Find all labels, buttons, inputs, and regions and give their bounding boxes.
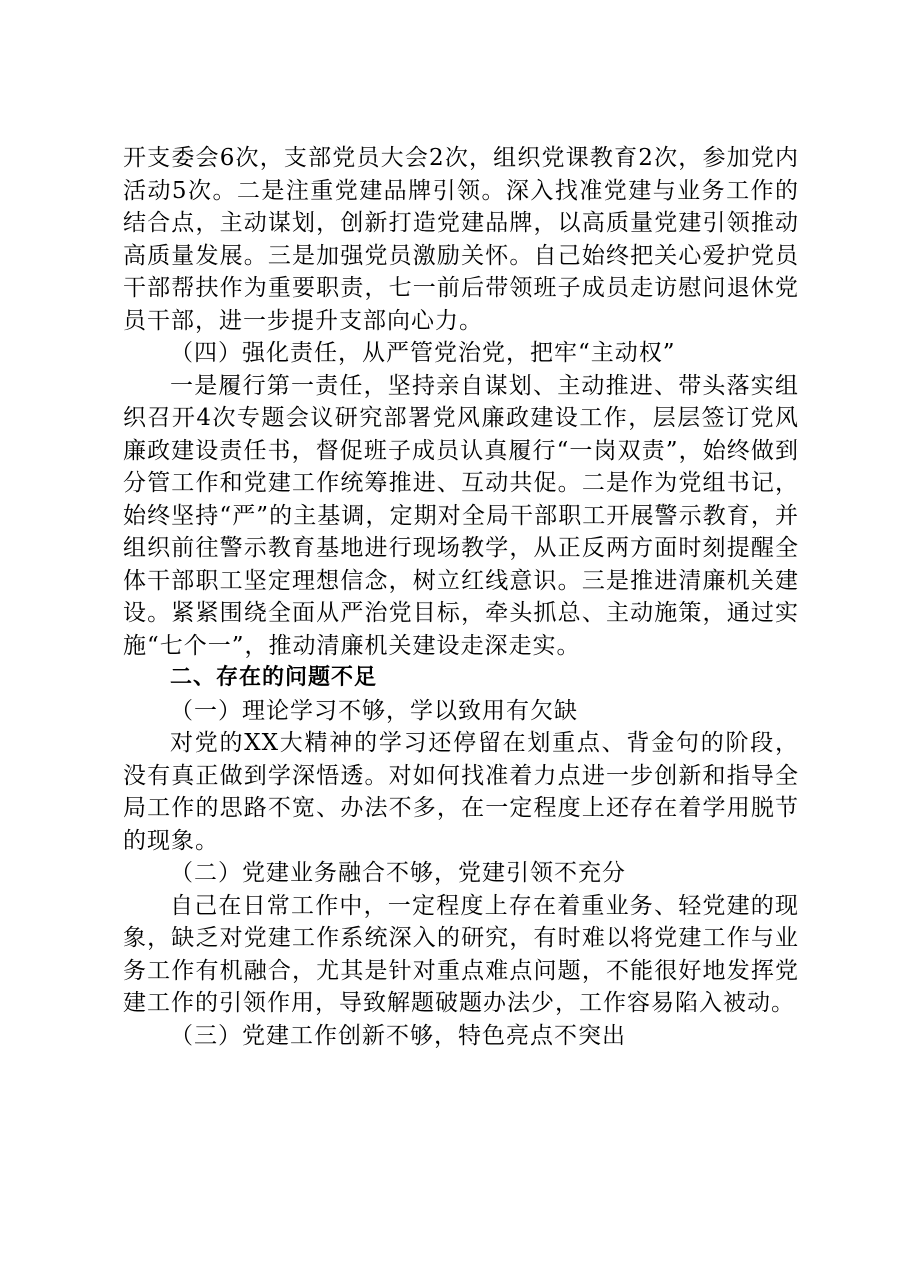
continued-paragraph: 开支委会6次，支部党员大会2次，组织党课教育2次，参加党内活动5次。二是注重党建品牌引领。深入找准党建与业务工作的结合点，主动谋划，创新打造党建品牌，以高质量党建引领推动高质量发展。三是加强党员激励关怀。自己始终把关心爱护党员干部帮扶作为重要职责，七一前后带领班子成员走访慰问退休党员干部，进一步提升支部向心力。: [123, 145, 799, 334]
problem-heading-2: （二）党建业务融合不够，党建引领不充分: [170, 860, 626, 886]
problem-heading-3: （三）党建工作创新不够，特色亮点不突出: [170, 1022, 626, 1049]
subsection-body-4: 一是履行第一责任，坚持亲自谋划、主动推进、带头落实组织召开4次专题会议研究部署党风廉政建设工作，层层签订党风廉政建设责任书，督促班子成员认真履行“一岗双责”，始终做到分管工作和党建工作统筹推进、互动共促。二是作为党组书记，始终坚持“严”的主基调，定期对全局干部职工开展警示教育，并组织前往警示教育基地进行现场教学，从正反两方面时刻提醒全体干部职工坚定理想信念，树立红线意识。三是推进清廉机关建设。紧紧围绕全面从严治党目标，牵头抓总、主动施策，通过实施“七个一”，推动清廉机关建设走深走实。: [123, 372, 799, 659]
problem-body-2: 自己在日常工作中，一定程度上存在着重业务、轻党建的现象，缺乏对党建工作系统深入的研究，有时难以将党建工作与业务工作有机融合，尤其是针对重点难点问题，不能很好地发挥党建工作的引领作用，导致解题破题办法少，工作容易陷入被动。: [123, 892, 799, 1016]
problem-heading-1: （一）理论学习不够，学以致用有欠缺: [170, 697, 578, 724]
problem-body-1: 对党的XX大精神的学习还停留在划重点、背金句的阶段，没有真正做到学深悟透。对如何找准着力点进一步创新和指导全局工作的思路不宽、办法不多，在一定程度上还存在着学用脱节的现象。: [123, 730, 799, 854]
subsection-heading-4: （四）强化责任，从严管党治党，把牢“主动权”: [170, 340, 676, 366]
document-body: [123, 142, 799, 1052]
section-heading-2: 二、存在的问题不足: [170, 665, 378, 690]
